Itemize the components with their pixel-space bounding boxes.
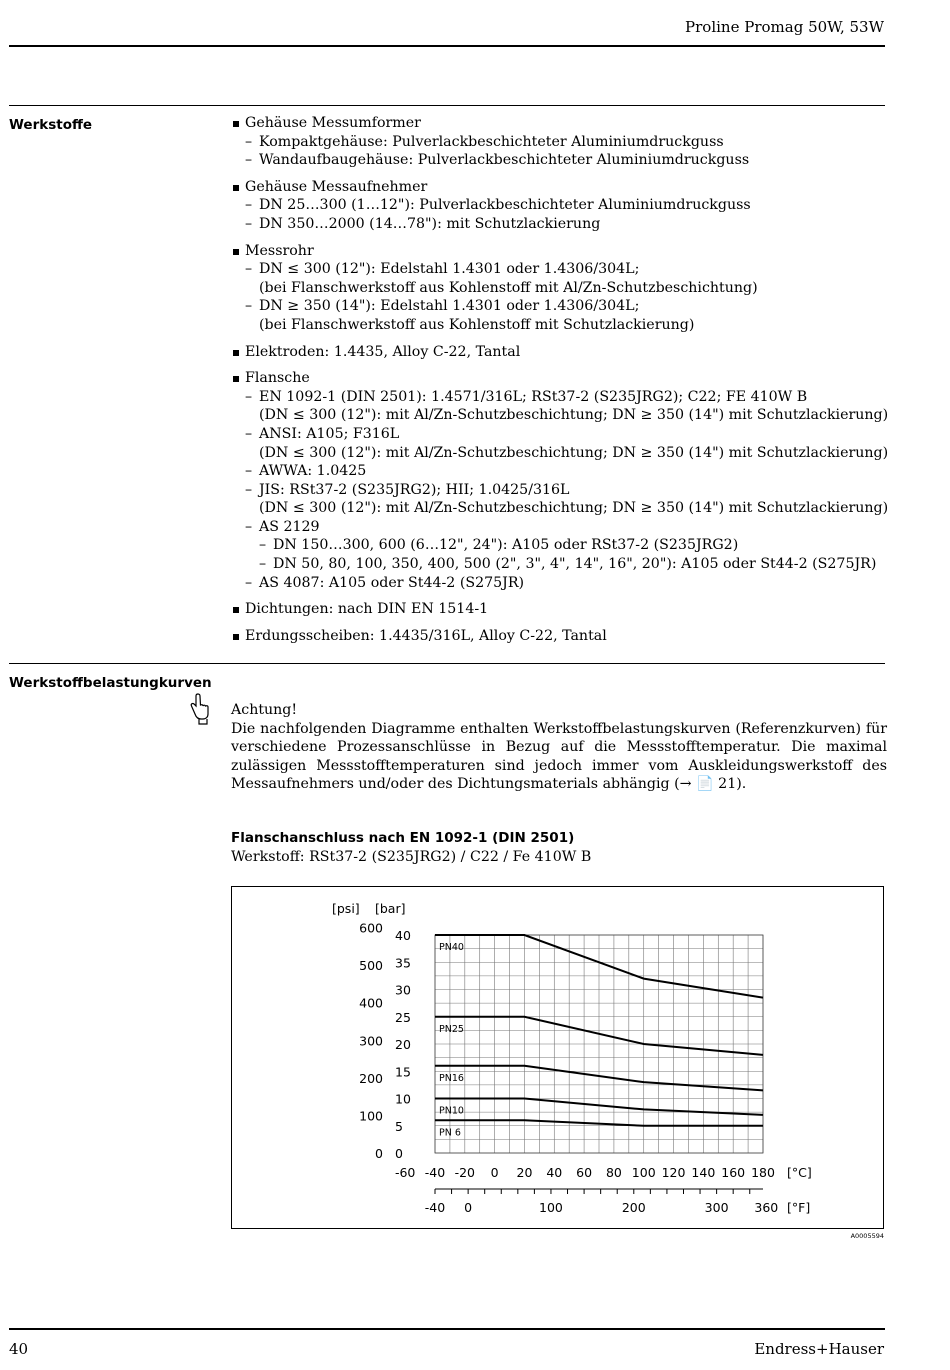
- list-subitem: – Kompaktgehäuse: Pulverlackbeschichteter Aluminiumdruckguss: [231, 133, 881, 152]
- list-subitem: (DN ≤ 300 (12"): mit Al/Zn-Schutzbeschichtung; DN ≥ 350 (14") mit Schutzlackierung): [259, 500, 889, 517]
- list-subitem: – DN ≤ 300 (12"): Edelstahl 1.4301 oder 1.4306/304L;: [231, 260, 881, 279]
- y-tick-label: 5: [395, 1118, 403, 1134]
- material-group: [231, 369, 889, 592]
- material-group: [231, 242, 881, 335]
- y-unit-label: [bar]: [375, 901, 406, 916]
- y-tick-label: 0: [395, 1146, 403, 1161]
- series-label: PN10: [439, 1105, 464, 1117]
- list-subitem: (bei Flanschwerkstoff aus Kohlenstoff mit Schutzlackierung): [259, 316, 695, 333]
- footer-brand: Endress+Hauser: [754, 1340, 884, 1358]
- x2-tick-label: 360: [754, 1200, 779, 1215]
- list-item: Gehäuse Messaufnehmer: [231, 178, 881, 197]
- list-item: Gehäuse Messumformer: [231, 114, 881, 133]
- y-tick-label: 20: [395, 1037, 411, 1052]
- x-tick-label: 80: [605, 1165, 622, 1180]
- x2-tick-label: 300: [704, 1200, 729, 1215]
- series-label: PN40: [439, 942, 464, 953]
- y2-tick-label: 600: [359, 920, 383, 936]
- y-tick-label: 15: [395, 1064, 411, 1080]
- y2-tick-label: 100: [359, 1108, 383, 1124]
- list-subitem: – AWWA: 1.0425: [231, 462, 881, 481]
- x-unit-label: [°C]: [787, 1165, 812, 1180]
- list-subitem: – EN 1092-1 (DIN 2501): 1.4571/316L; RSt37-2 (S235JRG2); C22; FE 410W B: [231, 388, 881, 407]
- material-group: [231, 343, 881, 362]
- werkstoffe-list: [231, 114, 889, 653]
- x-tick-label: 40: [546, 1165, 563, 1180]
- y-tick-label: 10: [395, 1091, 411, 1107]
- x-tick-label: 140: [691, 1165, 716, 1180]
- list-subitem: – Wandaufbaugehäuse: Pulverlackbeschichteter Aluminiumdruckguss: [231, 151, 881, 170]
- section-label-belastungskurven: Werkstoffbelastungkurven: [9, 675, 212, 691]
- y2-tick-label: 0: [375, 1146, 383, 1161]
- y2-tick-label: 300: [359, 1033, 383, 1049]
- x2-tick-label: -40: [424, 1200, 446, 1215]
- list-item: Dichtungen: nach DIN EN 1514-1: [231, 600, 881, 619]
- list-item: Elektroden: 1.4435, Alloy C-22, Tantal: [231, 343, 881, 362]
- list-subitem: – DN 350…2000 (14…78"): mit Schutzlackierung: [231, 215, 881, 234]
- header-rule: [9, 45, 885, 47]
- x-tick-label: 0: [490, 1165, 499, 1180]
- section-divider: [9, 105, 885, 106]
- x2-tick-label: 200: [621, 1200, 646, 1215]
- series-label: PN 6: [439, 1127, 461, 1139]
- note-text: Die nachfolgenden Diagramme enthalten Werkstoffbelastungskurven (Referenzkurven) für verschiedene Prozessanschlüsse in Bezug auf die Messstofftemperatur. Die maximal zulässigen Messstofftemperaturen sind jedoch immer vom Auskleidungswerkstoff des Messaufnehmers und/oder des Dichtungsmaterials abhängig (→ 📄 21).: [231, 720, 887, 793]
- chart-subtitle: Werkstoff: RSt37-2 (S235JRG2) / C22 / Fe 410W B: [231, 849, 592, 865]
- list-subitem: – DN 150…300, 600 (6…12", 24"): A105 oder RSt37-2 (S235JRG2): [231, 536, 881, 555]
- series-label: PN25: [439, 1023, 464, 1035]
- material-group: [231, 600, 881, 619]
- list-subitem: (bei Flanschwerkstoff aus Kohlenstoff mit Al/Zn-Schutzbeschichtung): [259, 279, 758, 296]
- x2-tick-label: 0: [464, 1200, 473, 1215]
- x-tick-label: 120: [661, 1165, 686, 1180]
- x-tick-label: 180: [751, 1165, 775, 1180]
- list-subitem: (DN ≤ 300 (12"): mit Al/Zn-Schutzbeschichtung; DN ≥ 350 (14") mit Schutzlackierung): [259, 407, 889, 424]
- x2-tick-label: 100: [539, 1200, 563, 1215]
- list-subitem: – ANSI: A105; F316L: [231, 425, 881, 444]
- y2-unit-label: [psi]: [332, 901, 360, 916]
- list-subitem: – DN 50, 80, 100, 350, 400, 500 (2", 3", 4", 14", 16", 20"): A105 oder St44-2 (S275JR): [231, 555, 881, 574]
- series-label: PN16: [439, 1072, 464, 1084]
- list-subitem: – AS 2129: [231, 518, 881, 537]
- pointing-hand-icon: [186, 693, 210, 725]
- figure-reference-code: A0005594: [850, 1232, 884, 1240]
- y-tick-label: 35: [395, 955, 411, 971]
- y-tick-label: 25: [395, 1009, 411, 1025]
- chart-title: Flanschanschluss nach EN 1092-1 (DIN 2501): [231, 830, 575, 846]
- list-item: Messrohr: [231, 242, 881, 261]
- material-group: [231, 178, 881, 234]
- y-tick-label: 40: [395, 928, 411, 943]
- x-tick-label: 100: [631, 1165, 656, 1180]
- list-subitem: – JIS: RSt37-2 (S235JRG2); HII; 1.0425/316L: [231, 481, 881, 500]
- x-tick-label: 20: [516, 1165, 533, 1180]
- y-tick-label: 30: [395, 982, 411, 998]
- list-subitem: (DN ≤ 300 (12"): mit Al/Zn-Schutzbeschichtung; DN ≥ 350 (14") mit Schutzlackierung): [259, 444, 889, 461]
- caution-note: [231, 701, 887, 794]
- material-group: [231, 627, 881, 646]
- x2-unit-label: [°F]: [787, 1200, 811, 1215]
- list-subitem: – AS 4087: A105 oder St44-2 (S275JR): [231, 574, 881, 593]
- x-tick-label: 60: [576, 1165, 593, 1180]
- footer-rule: [9, 1328, 885, 1330]
- list-subitem: – DN 25…300 (1…12"): Pulverlackbeschichteter Aluminiumdruckguss: [231, 196, 881, 215]
- section-label-werkstoffe: Werkstoffe: [9, 117, 93, 133]
- x-tick-label: -20: [454, 1165, 476, 1180]
- list-item: Flansche: [231, 369, 881, 388]
- y2-tick-label: 500: [359, 958, 383, 974]
- section-divider: [9, 663, 885, 664]
- note-title: Achtung!: [231, 702, 298, 718]
- page-number: 40: [9, 1340, 29, 1358]
- x-tick-label: -60: [394, 1165, 416, 1180]
- x-tick-label: -40: [424, 1165, 446, 1180]
- list-subitem: – DN ≥ 350 (14"): Edelstahl 1.4301 oder 1.4306/304L;: [231, 297, 881, 316]
- chart-svg: [232, 887, 883, 1228]
- x-tick-label: 160: [721, 1165, 746, 1180]
- y2-tick-label: 400: [359, 995, 383, 1011]
- document-title: Proline Promag 50W, 53W: [685, 18, 884, 36]
- y2-tick-label: 200: [359, 1070, 383, 1086]
- material-group: [231, 114, 881, 170]
- list-item: Erdungsscheiben: 1.4435/316L, Alloy C-22, Tantal: [231, 627, 881, 646]
- pressure-temperature-chart: [231, 886, 884, 1229]
